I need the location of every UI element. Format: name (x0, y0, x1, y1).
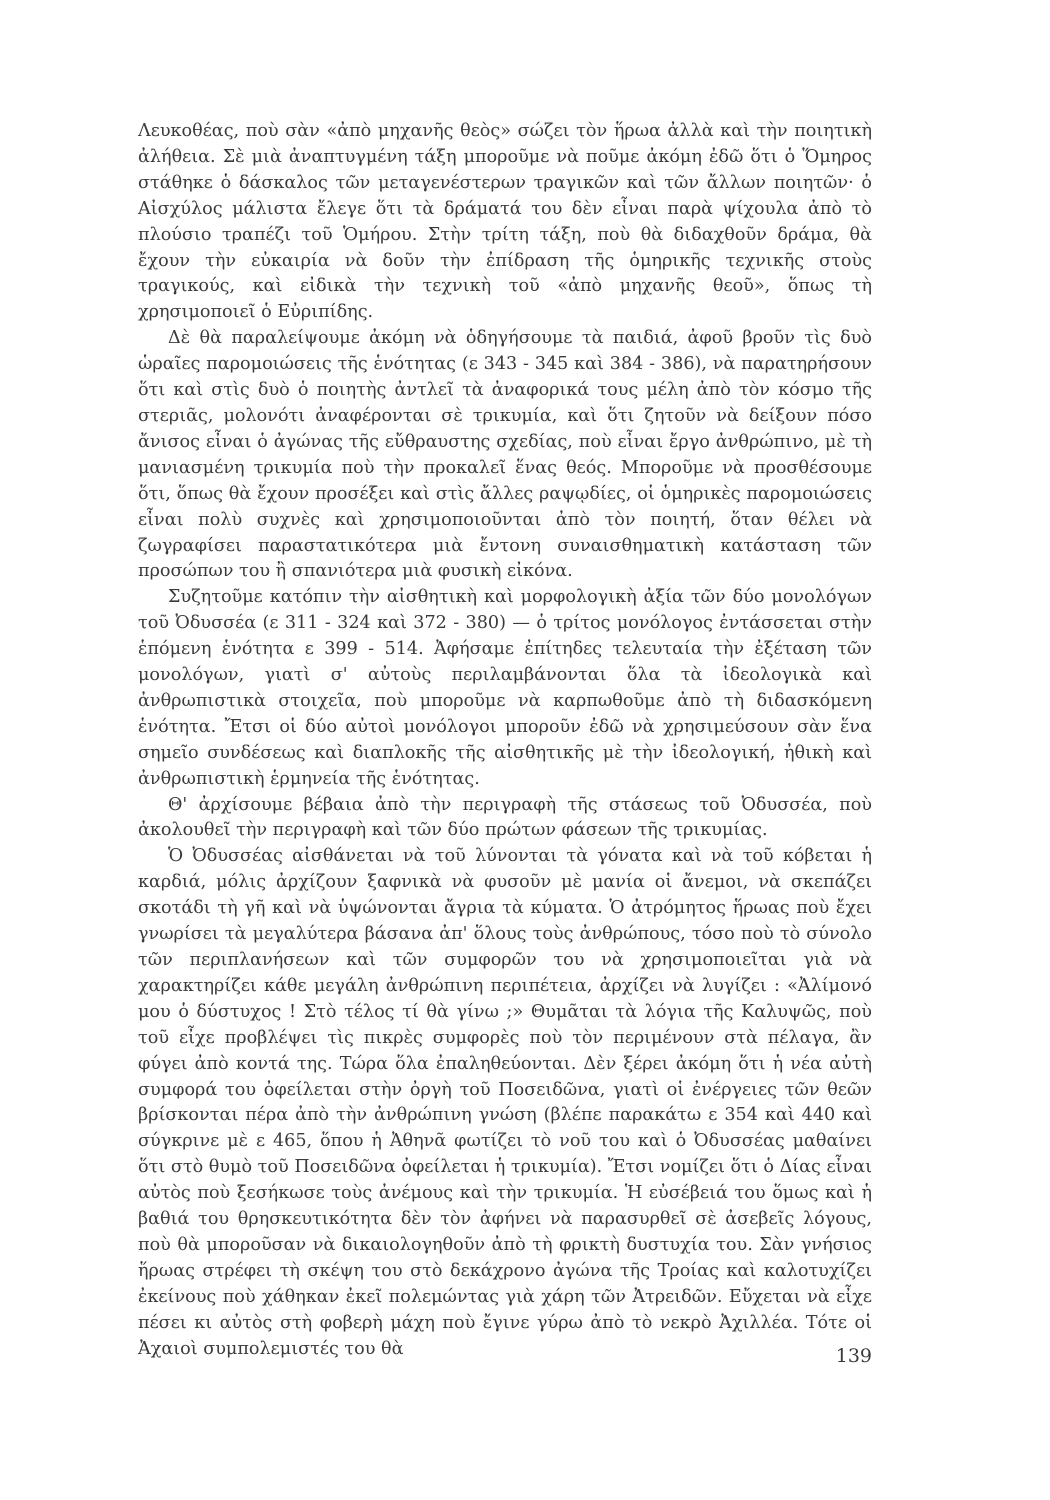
paragraph-1: Λευκοθέας, ποὺ σὰν «ἀπὸ μηχανῆς θεὸς» σώζει τὸν ἥρωα ἀλλὰ καὶ τὴν ποιητικὴ ἀλήθεια. Σὲ μιὰ ἀναπτυγμένη τάξη μποροῦμε νὰ ποῦμε ἀκόμη ἐδῶ ὅτι ὁ Ὅμηρος στάθηκε ὁ δάσκαλος τῶν μεταγενέστερων τραγικῶν καὶ τῶν ἄλλων ποιητῶν· ὁ Αἰσχύλος μάλιστα ἔλεγε ὅτι τὰ δράματά του δὲν εἶναι παρὰ ψίχουλα ἀπὸ τὸ πλούσιο τραπέζι τοῦ Ὁμήρου. Στὴν τρίτη τάξη, ποὺ θὰ διδαχθοῦν δράμα, θὰ ἔχουν τὴν εὐκαιρία νὰ δοῦν τὴν ἐπίδραση τῆς ὁμηρικῆς τεχνικῆς στοὺς τραγικούς, καὶ εἰδικὰ τὴν τεχνικὴ τοῦ «ἀπὸ μηχανῆς θεοῦ», ὅπως τὴ χρησιμοποιεῖ ὁ Εὐριπίδης. (138, 121, 872, 323)
paragraph-2: Δὲ θὰ παραλείψουμε ἀκόμη νὰ ὁδηγήσουμε τὰ παιδιά, ἀφοῦ βροῦν τὶς δυὸ ὡραῖες παρομοιώσεις τῆς ἑνότητας (ε 343 - 345 καὶ 384 - 386), νὰ παρατηρήσουν ὅτι καὶ στὶς δυὸ ὁ ποιητὴς ἀντλεῖ τὰ ἀναφορικά τους μέλη ἀπὸ τὸν κόσμο τῆς στεριᾶς, μολονότι ἀναφέρονται σὲ τρικυμία, καὶ ὅτι ζητοῦν νὰ δείξουν πόσο ἄνισος εἶναι ὁ ἀγώνας τῆς εὔθραυστης σχεδίας, ποὺ εἶναι ἔργο ἀνθρώπινο, μὲ τὴ μανιασμένη τρικυμία ποὺ τὴν προκαλεῖ ἕνας θεός. Μποροῦμε νὰ προσθέσουμε ὅτι, ὅπως θὰ ἔχουν προσέξει καὶ στὶς ἄλλες ραψῳδίες, οἱ ὁμηρικὲς παρομοιώσεις εἶναι πολὺ συχνὲς καὶ χρησιμοποιοῦνται ἀπὸ τὸν ποιητή, ὅταν θέλει νὰ ζωγραφίσει παραστατικότερα μιὰ ἔντονη συναισθηματικὴ κατάσταση τῶν προσώπων του ἢ σπανιότερα μιὰ φυσικὴ εἰκόνα. (138, 328, 872, 582)
paragraph-5: Ὁ Ὀδυσσέας αἰσθάνεται νὰ τοῦ λύνονται τὰ γόνατα καὶ νὰ τοῦ κόβεται ἡ καρδιά, μόλις ἀρχίζουν ξαφνικὰ νὰ φυσοῦν μὲ μανία οἱ ἄνεμοι, νὰ σκεπάζει σκοτάδι τὴ γῆ καὶ νὰ ὑψώνονται ἄγρια τὰ κύματα. Ὁ ἀτρόμητος ἥρωας ποὺ ἔχει γνωρίσει τὰ μεγαλύτερα βάσανα ἀπ' ὅλους τοὺς ἀνθρώπους, τόσο ποὺ τὸ σύνολο τῶν περιπλανήσεων καὶ τῶν συμφορῶν του νὰ χρησιμοποιεῖται γιὰ νὰ χαρακτηρίζει κάθε μεγάλη ἀνθρώπινη περιπέτεια, ἀρχίζει νὰ λυγίζει : «Ἀλίμονό μου ὁ δύστυχος ! Στὸ τέλος τί θὰ γίνω ;» Θυμᾶται τὰ λόγια τῆς Καλυψῶς, ποὺ τοῦ εἶχε προβλέψει τὶς πικρὲς συμφορὲς ποὺ τὸν περιμένουν στὰ πέλαγα, ἂν φύγει ἀπὸ κοντά της. Τώρα ὅλα ἐπαληθεύονται. Δὲν ξέρει ἀκόμη ὅτι ἡ νέα αὐτὴ συμφορά του ὀφείλεται στὴν ὀργὴ τοῦ Ποσειδῶνα, γιατὶ οἱ ἐνέργειες τῶν θεῶν βρίσκονται πέρα ἀπὸ τὴν ἀνθρώπινη γνώση (βλέπε παρακάτω ε 354 καὶ 440 καὶ σύγκρινε μὲ ε 465, ὅπου ἡ Ἀθηνᾶ φωτίζει τὸ νοῦ του καὶ ὁ Ὀδυσσέας μαθαίνει ὅτι στὸ θυμὸ τοῦ Ποσειδῶνα ὀφείλεται ἡ τρικυμία). Ἔτσι νομίζει ὅτι ὁ Δίας εἶναι αὐτὸς ποὺ ξεσήκωσε τοὺς ἀνέμους καὶ τὴν τρικυμία. Ἡ εὐσέβειά του ὅμως καὶ ἡ βαθιά του θρησκευτικότητα δὲν τὸν ἀφήνει νὰ παρασυρθεῖ σὲ ἀσεβεῖς λόγους, ποὺ θὰ μποροῦσαν νὰ δικαιολογηθοῦν ἀπὸ τὴ φρικτὴ δυστυχία του. Σὰν γνήσιος ἥρωας στρέφει τὴ σκέψη του στὸ δεκάχρονο ἀγώνα τῆς Τροίας καὶ καλοτυχίζει ἐκείνους ποὺ χάθηκαν ἐκεῖ πολεμώντας γιὰ χάρη τῶν Ἀτρειδῶν. Εὔχεται νὰ εἶχε πέσει κι αὐτὸς στὴ φοβερὴ μάχη ποὺ ἔγινε γύρω ἀπὸ τὸ νεκρὸ Ἀχιλλέα. Τότε οἱ Ἀχαιοὶ συμπολεμιστές του θὰ (138, 846, 872, 1359)
body-text (138, 119, 872, 1363)
page-number: 139 (835, 1345, 872, 1367)
paragraph-4: Θ' ἀρχίσουμε βέβαια ἀπὸ τὴν περιγραφὴ τῆς στάσεως τοῦ Ὀδυσσέα, ποὺ ἀκολουθεῖ τὴν περιγραφὴ καὶ τῶν δύο πρώτων φάσεων τῆς τρικυμίας. (138, 794, 872, 841)
paragraph-3: Συζητοῦμε κατόπιν τὴν αἰσθητικὴ καὶ μορφολογικὴ ἀξία τῶν δύο μονολόγων τοῦ Ὀδυσσέα (ε 311 - 324 καὶ 372 - 380) — ὁ τρίτος μονόλογος ἐντάσσεται στὴν ἑπόμενη ἑνότητα ε 399 - 514. Ἀφήσαμε ἐπίτηδες τελευταία τὴν ἐξέταση τῶν μονολόγων, γιατὶ σ' αὐτοὺς περιλαμβάνονται ὅλα τὰ ἰδεολογικὰ καὶ ἀνθρωπιστικὰ στοιχεῖα, ποὺ μποροῦμε νὰ καρπωθοῦμε ἀπὸ τὴ διδασκόμενη ἑνότητα. Ἔτσι οἱ δύο αὐτοὶ μονόλογοι μποροῦν ἐδῶ νὰ χρησιμεύσουν σὰν ἕνα σημεῖο συνδέσεως καὶ διαπλοκῆς τῆς αἰσθητικῆς μὲ τὴν ἰδεολογική, ἠθικὴ καὶ ἀνθρωπιστικὴ ἑρμηνεία τῆς ἑνότητας. (138, 587, 872, 789)
